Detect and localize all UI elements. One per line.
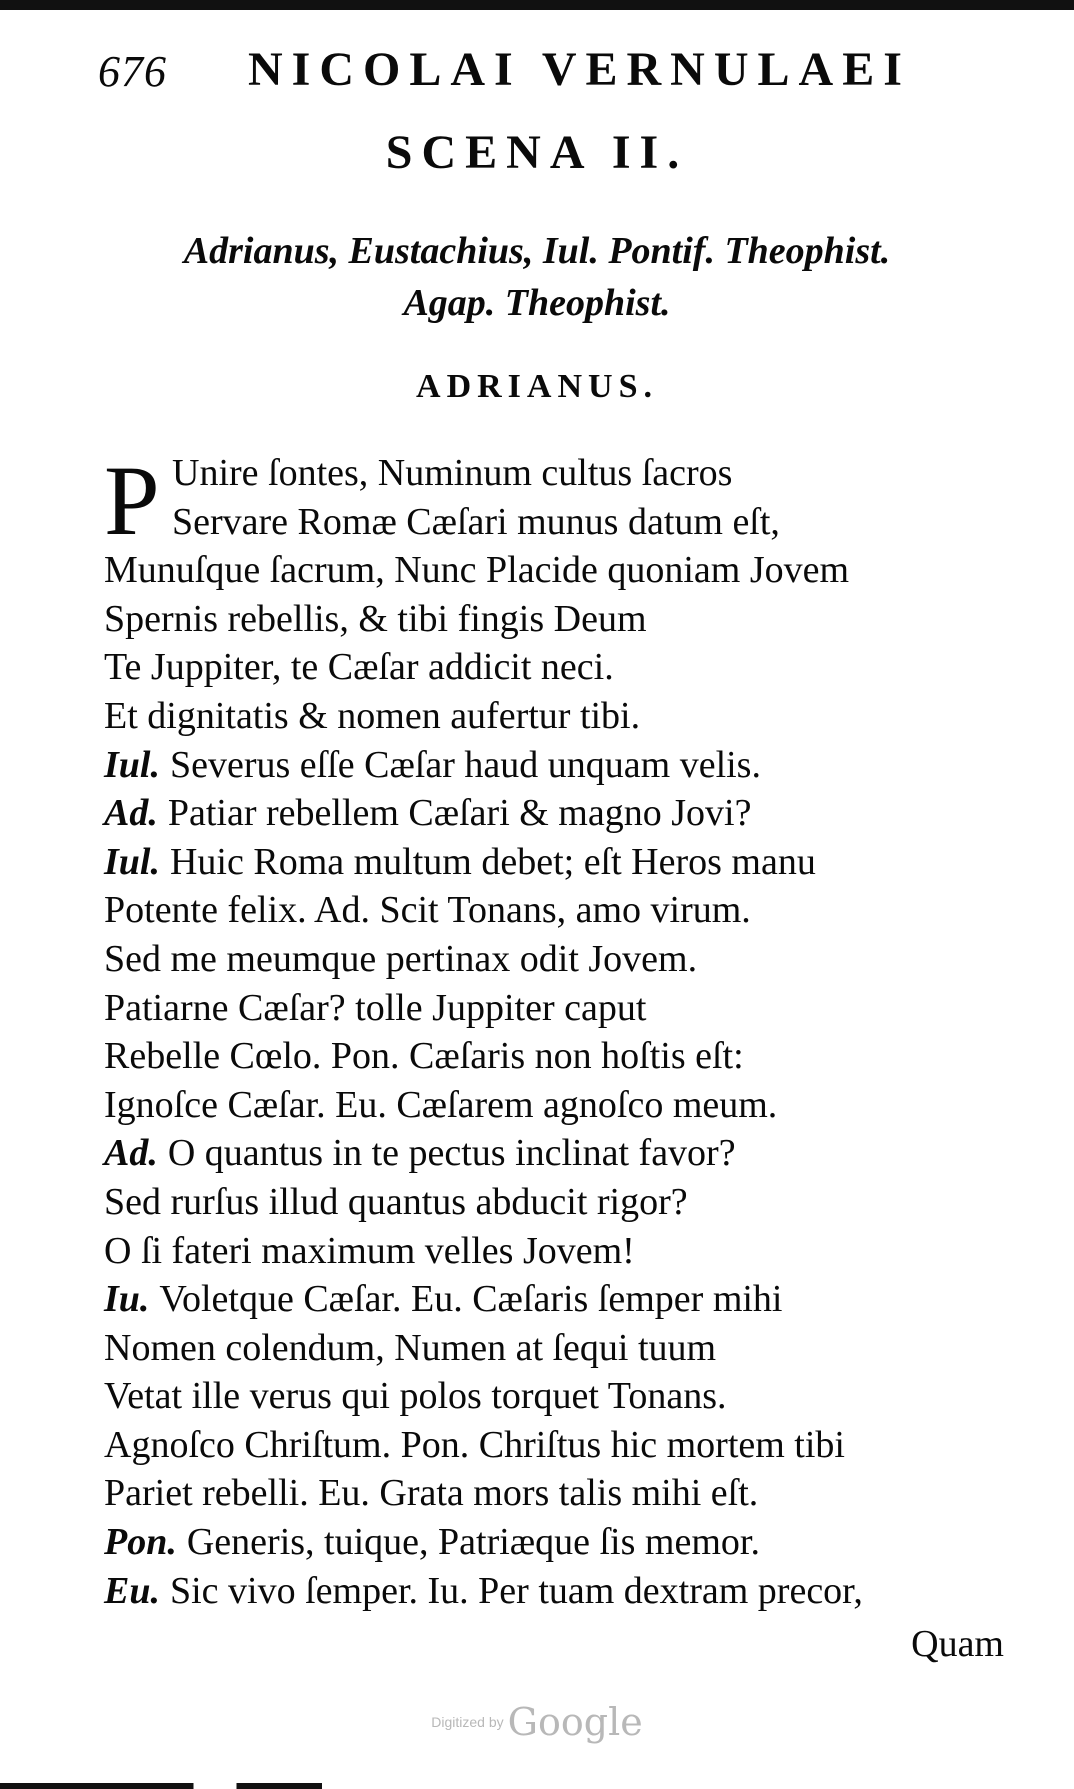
verse-line — [104, 643, 1004, 692]
verse-line — [104, 1178, 1004, 1227]
verse-line — [104, 546, 1004, 595]
verse-text: O quantus in te pectus inclinat favor? — [167, 1132, 736, 1175]
verse-text: Te Juppiter, te Cæſar addicit neci. — [104, 646, 614, 689]
scene-title: SCENA II. — [385, 126, 689, 179]
verse-line — [104, 1227, 1004, 1276]
verse-line — [104, 595, 1004, 644]
speaker-label: Iul. — [104, 840, 160, 883]
watermark-brand: Google — [507, 1700, 643, 1744]
verse-line — [104, 984, 1004, 1033]
speaker-label: Ad. — [104, 792, 158, 835]
character-list-line-1: Adrianus, Eustachius, Iul. Pontif. Theophist. — [183, 230, 891, 272]
verse-text: Agnoſco Chriſtum. Pon. Chriſtus hic mortem tibi — [104, 1423, 845, 1466]
character-list-line-2: Agap. Theophist. — [403, 282, 671, 324]
watermark-prefix: Digitized by — [431, 1714, 504, 1730]
top-rule — [0, 0, 1074, 10]
verse-line — [104, 789, 1004, 838]
verse-text: Patiarne Cæſar? tolle Juppiter caput — [104, 986, 647, 1029]
verse-text: Vetat ille verus qui polos torquet Tonans. — [104, 1375, 727, 1418]
verse-text: Severus eſſe Cæſar haud unquam velis. — [169, 743, 761, 786]
bottom-edge-mark — [0, 1783, 1074, 1789]
verse-line — [104, 498, 1004, 547]
speaker-label: Eu. — [104, 1569, 160, 1612]
verse-text: Sed me meumque pertinax odit Jovem. — [104, 937, 698, 980]
verse-line — [104, 1518, 1004, 1567]
verse-text: Servare Romæ Cæſari munus datum eſt, — [172, 500, 780, 543]
verse-text: Sed rurſus illud quantus abducit rigor? — [104, 1180, 688, 1223]
speaker-heading: ADRIANUS. — [416, 368, 658, 405]
running-head: NICOLAI VERNULAEI — [248, 43, 911, 96]
digitization-watermark — [0, 1700, 1074, 1744]
verse-text: Sic vivo ſemper. Iu. Per tuam dextram precor, — [169, 1569, 863, 1612]
verse-text: O ſi fateri maximum velles Jovem! — [104, 1229, 635, 1272]
verse-line — [104, 1469, 1004, 1518]
verse-text: Rebelle Cœlo. Pon. Cæſaris non hoſtis eſt: — [104, 1035, 744, 1078]
verse-line — [104, 692, 1004, 741]
verse-line — [104, 1032, 1004, 1081]
verse-text: Voletque Cæſar. Eu. Cæſaris ſemper mihi — [159, 1278, 783, 1321]
verse-text: Nomen colendum, Numen at ſequi tuum — [104, 1326, 717, 1369]
verse-line — [104, 886, 1004, 935]
verse-line — [104, 1372, 1004, 1421]
verse-text: Patiar rebellem Cæſari & magno Jovi? — [167, 792, 752, 835]
verse-line — [104, 838, 1004, 887]
drop-capital: P — [104, 445, 160, 556]
verse-text: Pariet rebelli. Eu. Grata mors talis mihi eſt. — [104, 1472, 759, 1515]
speaker-label: Iul. — [104, 743, 160, 786]
character-list — [0, 225, 1074, 329]
speaker-label: Pon. — [104, 1521, 177, 1564]
verse-text: Potente felix. Ad. Scit Tonans, amo virum. — [104, 889, 751, 932]
catchword: Quam — [911, 1623, 1004, 1665]
page-number: 676 — [98, 47, 167, 96]
verse-text: Unire ſontes, Numinum cultus ſacros — [172, 452, 733, 494]
speaker-label: Ad. — [104, 1132, 158, 1175]
verse-text: Ignoſce Cæſar. Eu. Cæſarem agnoſco meum. — [104, 1083, 778, 1126]
page-header — [98, 42, 978, 102]
verse-text: Generis, tuique, Patriæque ſis memor. — [186, 1521, 760, 1564]
verse-line — [104, 1275, 1004, 1324]
verse-line — [104, 1129, 1004, 1178]
verse-line — [104, 1421, 1004, 1470]
verse-line — [104, 1081, 1004, 1130]
verse-line — [104, 935, 1004, 984]
speaker-label: Iu. — [104, 1278, 150, 1321]
verse-text: Munuſque ſacrum, Nunc Placide quoniam Jovem — [104, 549, 850, 592]
verse-line — [104, 1324, 1004, 1373]
verse-text: Huic Roma multum debet; eſt Heros manu — [169, 840, 816, 883]
verse-line — [104, 741, 1004, 790]
verse-line — [104, 1567, 1004, 1616]
verse-block — [104, 445, 1004, 1615]
verse-text: Et dignitatis & nomen aufertur tibi. — [104, 694, 641, 737]
verse-text: Spernis rebellis, & tibi fingis Deum — [104, 597, 647, 640]
verse-line — [104, 449, 1004, 498]
